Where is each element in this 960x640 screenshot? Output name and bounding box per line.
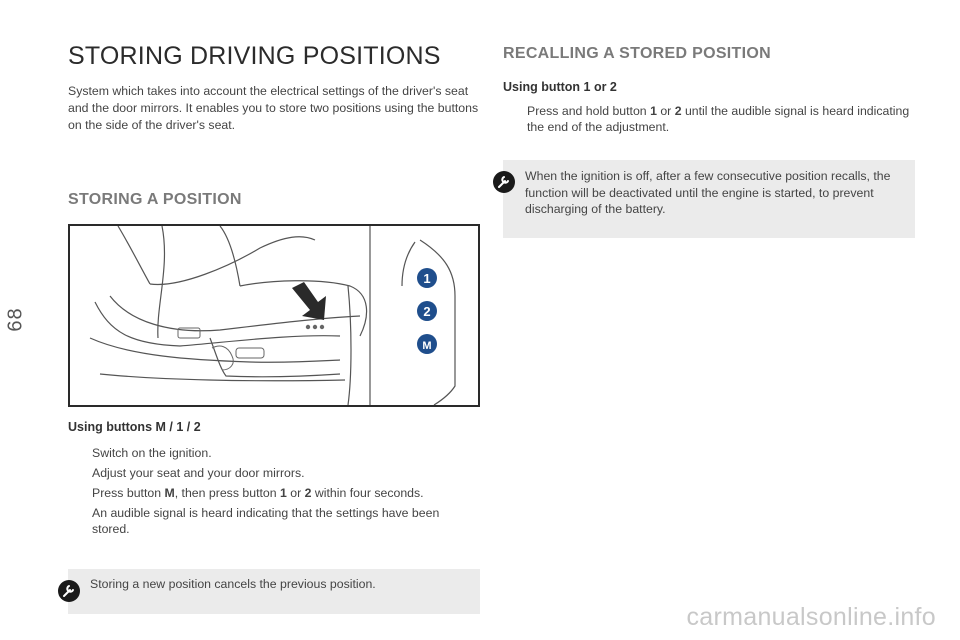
storing-info-text: Storing a new position cancels the previous position. [90,577,376,591]
memory-button-2-label: 2 [423,304,431,319]
step-text: or [286,486,305,500]
recalling-info-box [503,160,915,238]
storing-steps [68,445,480,501]
key-m: M [164,486,175,500]
storing-note: An audible signal is heard indicating that the settings have been stored. [92,506,440,536]
storing-heading: STORING A POSITION [68,191,242,208]
step-text: Switch on the ignition. [92,446,212,460]
recalling-step-1 [503,103,915,135]
step-text: within four seconds. [311,486,424,500]
storing-subheading: Using buttons M / 1 / 2 [68,420,201,434]
key-1: 1 [280,486,287,500]
watermark: carmanualsonline.info [686,603,936,631]
wrench-info-icon [493,171,515,193]
page-number: 68 [4,307,27,332]
recalling-subheading: Using button 1 or 2 [503,80,617,94]
recalling-info-text: When the ignition is off, after a few consecutive position recalls, the function will be deactivated until the engine is started, to prevent discharging of the battery. [525,169,891,216]
recalling-steps [503,103,915,135]
left-column [68,40,480,614]
seat-drawing [70,226,478,405]
step-text: , then press button [174,486,280,500]
step-text: Press and hold button [527,104,651,118]
page-title: STORING DRIVING POSITIONS [68,42,441,70]
step-text: Press button [92,486,165,500]
key-1: 1 [650,104,657,118]
step-text: or [656,104,675,118]
intro-paragraph: System which takes into account the electrical settings of the driver's seat and the door mirrors. It enables you to store two positions using the buttons on the side of the driver's seat. [68,84,479,132]
seat-illustration [68,224,480,407]
storing-info-box [68,569,480,614]
step-text: until the audible signal is heard indicating the end of the adjustment. [527,104,910,134]
pointer-arrow [292,282,326,320]
memory-button-1-label: 1 [423,271,431,286]
key-2: 2 [304,486,312,500]
storing-step-2 [68,465,480,481]
step-text: Adjust your seat and your door mirrors. [92,466,305,480]
storing-step-3 [68,485,480,501]
storing-step-1 [68,445,480,461]
memory-button-m-label: M [422,340,432,352]
wrench-info-icon [58,580,80,602]
right-column [503,40,915,238]
memory-buttons [417,268,437,354]
recalling-heading: RECALLING A STORED POSITION [503,45,771,62]
key-2: 2 [674,104,682,118]
